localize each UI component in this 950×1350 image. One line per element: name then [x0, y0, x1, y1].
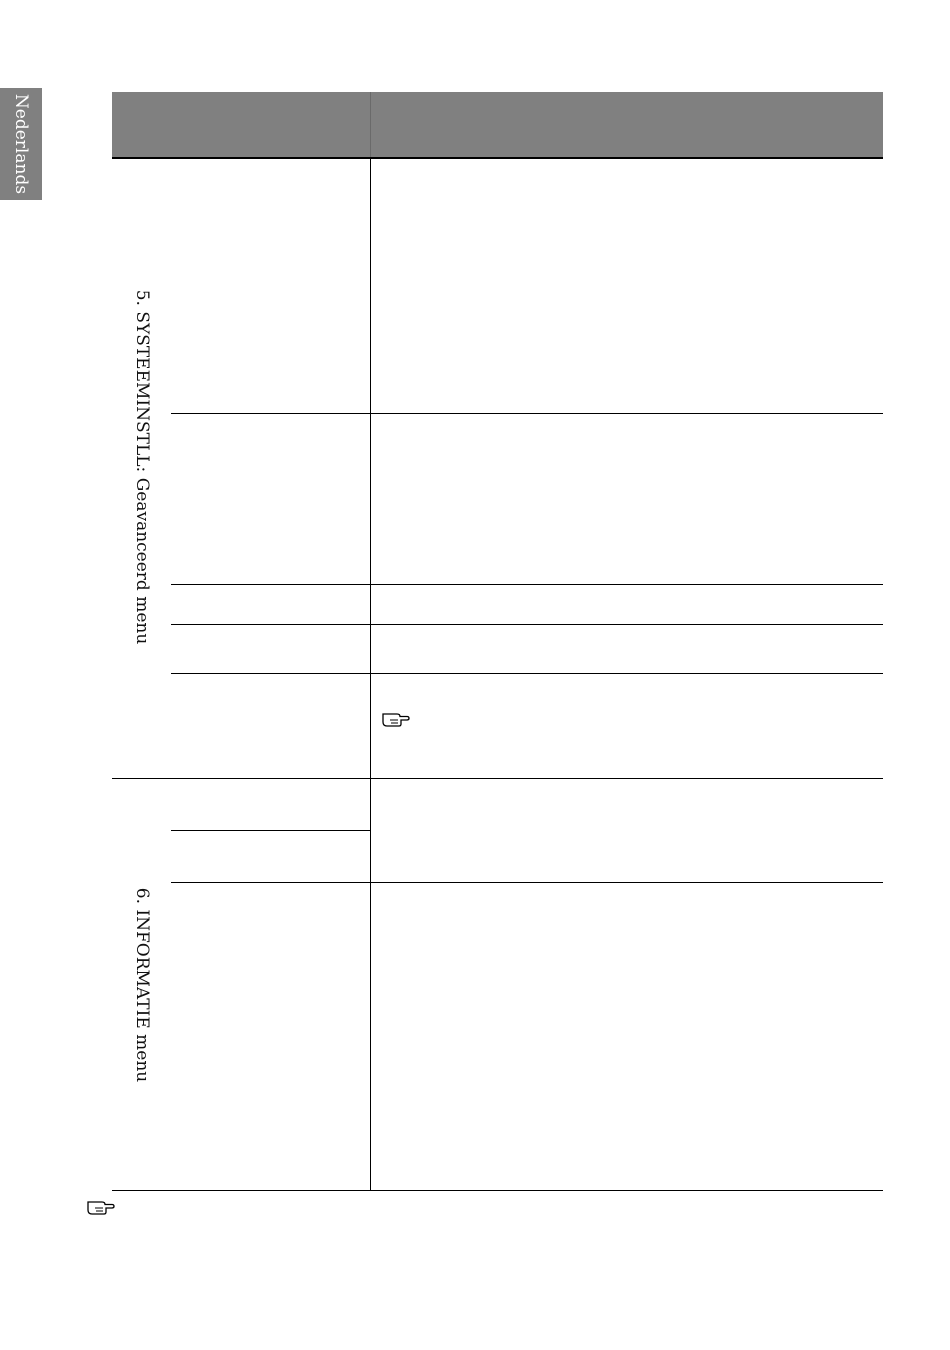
row-separator: [171, 673, 883, 674]
top-rule: [112, 157, 883, 159]
pointing-hand-icon: [86, 1197, 116, 1215]
table-header: [112, 92, 883, 157]
row-separator: [171, 624, 883, 625]
section-separator: [112, 778, 883, 779]
section-label-information: 6. INFORMATIE menu: [132, 887, 152, 1083]
row-separator: [171, 830, 370, 831]
bottom-rule: [112, 1190, 883, 1191]
row-separator: [171, 413, 883, 414]
language-tab: [0, 88, 42, 200]
section-label-system-advanced: 5. SYSTEEMINSTLL: Geavanceerd menu: [132, 289, 152, 645]
column-divider: [370, 157, 371, 1191]
language-tab-label: Nederlands: [11, 93, 31, 195]
pointing-hand-icon: [381, 709, 411, 727]
header-divider: [370, 92, 371, 157]
row-separator: [171, 882, 883, 883]
row-separator: [171, 584, 883, 585]
